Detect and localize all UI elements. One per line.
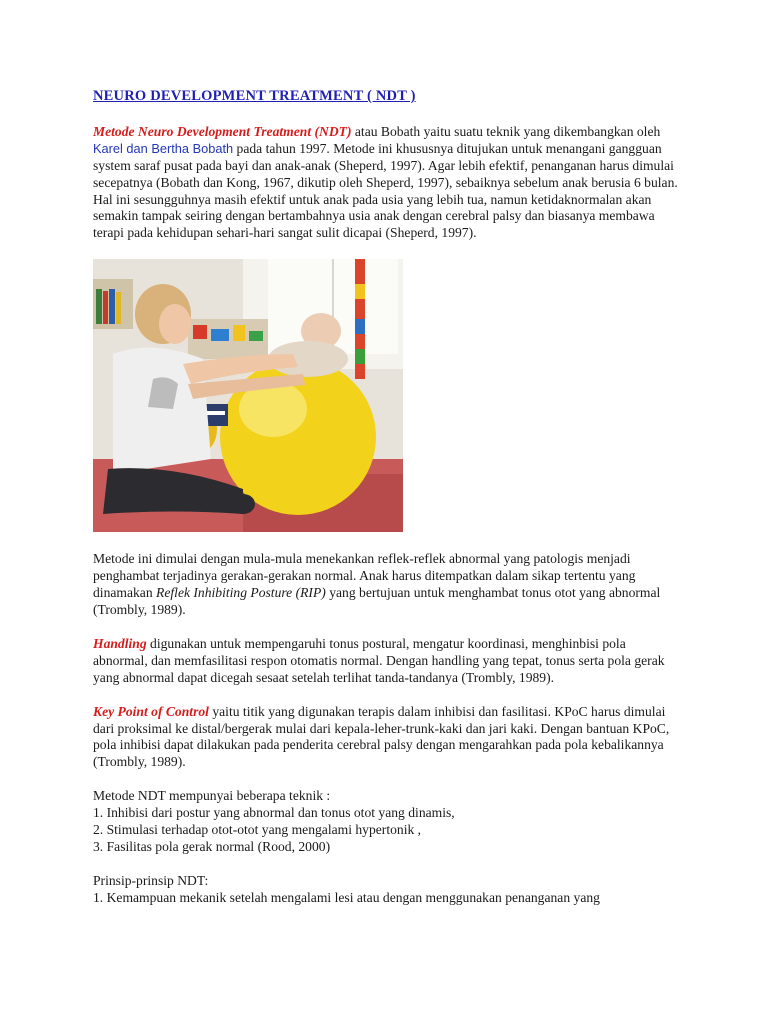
kpoc-text: yaitu titik yang digunakan terapis dalam inhibisi dan fasilitasi. KPoC harus dimulai dari proksimal ke distal/bergerak mulai dari kepala-leher-trunk-kaki dan jari kaki. Dengan bantuan KPoC, pola inhibisi dapat dilakukan pada penderita cerebral palsy dengan mengarahkan pada pola kebalikannya (Trombly, 1989). (93, 703, 670, 770)
intro-text-2: pada tahun 1997. Metode ini khususnya ditujukan untuk menangani gangguan system saraf pusat pada bayi dan anak-anak (Sheperd, 1997). Agar lebih efektif, penanganan harus dimulai secepatnya (Bobath dan Kong, 1967, dikutip oleh Sheperd, 1997), sebaiknya sebelum anak berusia 6 bulan. Hal ini sesungguhnya masih efektif untuk anak pada usia yang lebih tua, namun ketidaknormalan akan semakin tampak seiring dengan bertambahnya usia anak dengan cerebral palsy dan biasanya membawa terapi pada kehidupan sehari-hari sangat sulit dicapai (Sheperd, 1997). (93, 140, 678, 241)
therapy-photo (93, 259, 403, 532)
list-item: 1. Kemampuan mekanik setelah mengalami lesi atau dengan menggunakan penanganan yang (93, 889, 600, 905)
paragraph-kpoc (93, 704, 678, 772)
term-key-point-of-control: Key Point of Control (93, 703, 209, 719)
principles-list (93, 873, 678, 907)
rip-text-2: yang bertujuan untuk menghambat tonus otot yang abnormal (Trombly, 1989). (93, 585, 661, 617)
document-title: NEURO DEVELOPMENT TREATMENT ( NDT ) (93, 88, 416, 104)
paragraph-rip (93, 551, 678, 619)
techniques-list (93, 788, 678, 856)
document-page (93, 88, 678, 924)
bobath-names: Karel dan Bertha Bobath (93, 140, 234, 156)
principles-heading: Prinsip-prinsip NDT: (93, 872, 209, 888)
therapy-photo-illustration (93, 259, 403, 532)
paragraph-handling (93, 636, 678, 687)
rip-text-1: Metode ini dimulai dengan mula-mula menekankan reflek-reflek abnormal yang patologis menjadi penghambat terjadinya gerakan-gerakan normal. Anak harus ditempatkan dalam sikap tertentu yang dinamakan (93, 551, 636, 601)
term-ndt: Metode Neuro Development Treatment (NDT) (93, 123, 352, 139)
techniques-heading: Metode NDT mempunyai beberapa teknik : (93, 788, 331, 804)
list-item: 3. Fasilitas pola gerak normal (Rood, 2000) (93, 838, 331, 854)
intro-text-1: atau Bobath yaitu suatu teknik yang dikembangkan oleh (351, 123, 661, 139)
paragraph-intro (93, 124, 678, 242)
list-item: 1. Inhibisi dari postur yang abnormal dan tonus otot yang dinamis, (93, 805, 455, 821)
list-item: 2. Stimulasi terhadap otot-otot yang mengalami hypertonik , (93, 822, 422, 838)
rip-term: Reflek Inhibiting Posture (RIP) (156, 585, 326, 601)
handling-text: digunakan untuk mempengaruhi tonus postural, mengatur koordinasi, menghinbisi pola abnormal, dan memfasilitasi respon otomatis normal. Dengan handling yang tepat, tonus serta pola gerak yang abnormal dapat dicegah sesaat setelah terlihat tanda-tandanya (Trombly, 1989). (93, 635, 665, 685)
term-handling: Handling (93, 635, 147, 651)
